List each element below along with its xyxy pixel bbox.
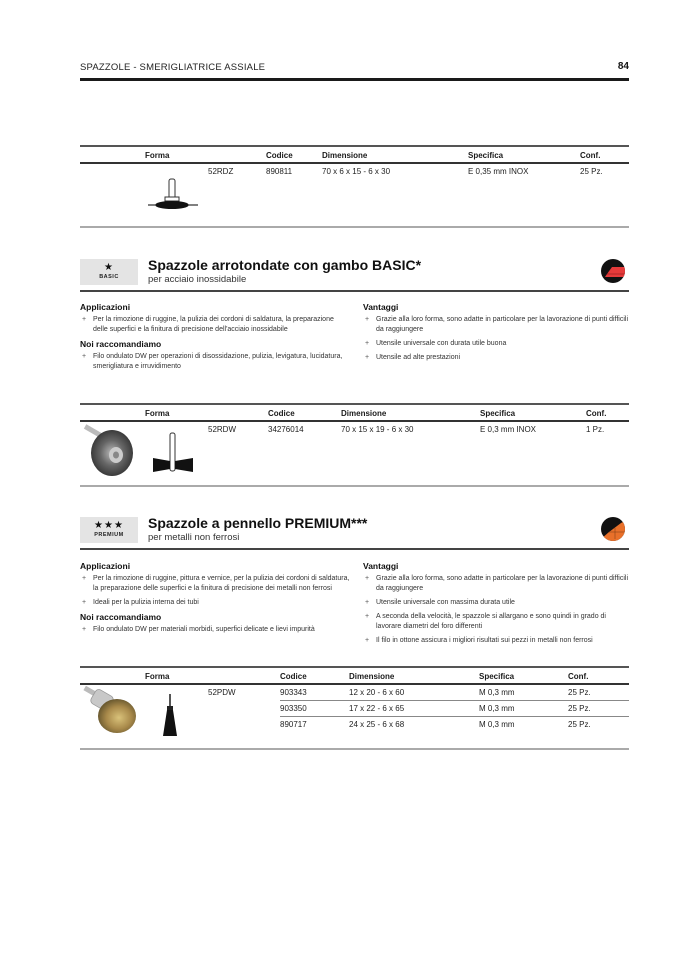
- raccomandiamo-list: [80, 625, 350, 635]
- dimensione: 70 x 15 x 19 - 6 x 30: [341, 425, 414, 434]
- basic-left-column: [80, 302, 350, 376]
- flat-wheel-brush-diagram-icon: [146, 177, 202, 211]
- conf: 25 Pz.: [568, 688, 591, 697]
- list-item: + A seconda della velocità, le spazzole si allargano e sono quindi in grado di lavorare diametri del foro differenti: [363, 612, 633, 632]
- codice: 903350: [280, 704, 307, 713]
- col-header-conf: Conf.: [568, 672, 589, 681]
- applicazioni-label: Applicazioni: [80, 561, 131, 571]
- col-header-dimensione: Dimensione: [341, 409, 387, 418]
- conf: 25 Pz.: [568, 704, 591, 713]
- col-header-dimensione: Dimensione: [322, 151, 368, 160]
- dimensione: 24 x 25 - 6 x 68: [349, 720, 405, 729]
- col-header-forma: Forma: [145, 409, 170, 418]
- list-item: + Utensile universale con massima durata utile: [363, 598, 633, 608]
- table-top-rule: [80, 145, 629, 147]
- star-icon: ★: [104, 262, 114, 273]
- dimensione: 12 x 20 - 6 x 60: [349, 688, 405, 697]
- product-family: 52RDZ: [208, 167, 234, 176]
- vantaggi-label: Vantaggi: [363, 561, 399, 571]
- conf: 25 Pz.: [580, 167, 603, 176]
- col-header-specifica: Specifica: [468, 151, 504, 160]
- table-bottom-rule: [80, 748, 629, 750]
- row-rule: [280, 716, 629, 717]
- list-item: + Per la rimozione di ruggine, la pulizia dei cordoni di saldatura, la preparazione delle superfici e la finitura di precisione dell'acciaio inossidabile: [80, 315, 350, 335]
- col-header-conf: Conf.: [586, 409, 607, 418]
- end-brush-photo-icon: [82, 686, 140, 736]
- codice: 34276014: [268, 425, 304, 434]
- section-title: Spazzole a pennello PREMIUM***: [148, 515, 368, 531]
- table-bottom-rule: [80, 485, 629, 487]
- product-family: 52RDW: [208, 425, 237, 434]
- conf: 1 Pz.: [586, 425, 605, 434]
- col-header-codice: Codice: [268, 409, 295, 418]
- table-bottom-rule: [80, 226, 629, 228]
- section-header-premium: [80, 515, 629, 551]
- col-header-forma: Forma: [145, 672, 170, 681]
- codice: 903343: [280, 688, 307, 697]
- vantaggi-list: [363, 315, 633, 363]
- list-item: + Ideali per la pulizia interna dei tubi: [80, 598, 350, 608]
- dimensione: 70 x 6 x 15 - 6 x 30: [322, 167, 391, 176]
- section-title: Spazzole arrotondate con gambo BASIC*: [148, 257, 422, 273]
- col-header-conf: Conf.: [580, 151, 601, 160]
- codice: 890717: [280, 720, 307, 729]
- badge-label: PREMIUM: [94, 532, 124, 538]
- list-item: + Grazie alla loro forma, sono adatte in particolare per la lavorazione di punti difficili da raggiungere: [363, 574, 633, 594]
- row-rule: [280, 700, 629, 701]
- section-subtitle: per metalli non ferrosi: [148, 532, 240, 543]
- basic-badge: [80, 259, 138, 285]
- list-item: + Grazie alla loro forma, sono adatte in particolare per la lavorazione di punti difficili da raggiungere: [363, 315, 633, 335]
- wheel-brush-photo-icon: [82, 423, 138, 479]
- premium-left-column: [80, 561, 350, 639]
- section-rule: [80, 548, 629, 550]
- section-title: SPAZZOLE - SMERIGLIATRICE ASSIALE: [80, 62, 266, 73]
- specifica: M 0,3 mm: [479, 688, 515, 697]
- specifica: E 0,3 mm INOX: [480, 425, 537, 434]
- col-header-dimensione: Dimensione: [349, 672, 395, 681]
- end-brush-diagram-icon: [162, 692, 178, 738]
- list-item: + Utensile universale con durata utile buona: [363, 339, 633, 349]
- badge-label: BASIC: [99, 274, 119, 280]
- product-table-52rdz: [80, 145, 629, 225]
- list-item: + Il filo in ottone assicura i migliori risultati sui pezzi in metalli non ferrosi: [363, 636, 633, 646]
- star-icon: ★★★: [94, 520, 124, 531]
- wheel-brush-diagram-icon: [152, 431, 194, 477]
- applicazioni-label: Applicazioni: [80, 302, 131, 312]
- raccomandiamo-label: Noi raccomandiamo: [80, 612, 162, 622]
- header-rule: [80, 162, 629, 164]
- applicazioni-list: [80, 315, 350, 335]
- page-header: [80, 60, 629, 82]
- applicazioni-list: [80, 574, 350, 608]
- list-item: + Filo ondulato DW per operazioni di disossidazione, pulizia, levigatura, lucidatura, smerigliatura e irruvidimento: [80, 352, 350, 372]
- section-rule: [80, 290, 629, 292]
- list-item: + Per la rimozione di ruggine, pittura e vernice, per la pulizia dei cordoni di saldatura, la preparazione delle superfici e la finitura di precisione dei metalli non ferrosi: [80, 574, 350, 594]
- section-subtitle: per acciaio inossidabile: [148, 274, 247, 285]
- header-rule: [80, 420, 629, 422]
- specifica: M 0,3 mm: [479, 720, 515, 729]
- col-header-codice: Codice: [280, 672, 307, 681]
- col-header-specifica: Specifica: [479, 672, 515, 681]
- basic-right-column: [363, 302, 633, 367]
- table-top-rule: [80, 403, 629, 405]
- list-item: + Utensile ad alte prestazioni: [363, 353, 633, 363]
- list-item: + Filo ondulato DW per materiali morbidi, superfici delicate e lievi impurità: [80, 625, 350, 635]
- product-table-52rdw: [80, 403, 629, 485]
- section-header-basic: [80, 257, 629, 293]
- table-top-rule: [80, 666, 629, 668]
- header-rule: [80, 78, 629, 81]
- codice: 890811: [266, 167, 293, 176]
- vantaggi-list: [363, 574, 633, 646]
- conf: 25 Pz.: [568, 720, 591, 729]
- specifica: M 0,3 mm: [479, 704, 515, 713]
- premium-badge: [80, 517, 138, 543]
- premium-right-column: [363, 561, 633, 650]
- col-header-forma: Forma: [145, 151, 170, 160]
- non-ferrous-metal-icon: [601, 517, 625, 541]
- page-number: 84: [617, 61, 629, 72]
- col-header-codice: Codice: [266, 151, 293, 160]
- raccomandiamo-list: [80, 352, 350, 372]
- col-header-specifica: Specifica: [480, 409, 516, 418]
- inox-steel-icon: [601, 259, 625, 283]
- raccomandiamo-label: Noi raccomandiamo: [80, 339, 162, 349]
- product-table-52pdw: [80, 666, 629, 750]
- header-rule: [80, 683, 629, 685]
- specifica: E 0,35 mm INOX: [468, 167, 529, 176]
- vantaggi-label: Vantaggi: [363, 302, 399, 312]
- dimensione: 17 x 22 - 6 x 65: [349, 704, 405, 713]
- product-family: 52PDW: [208, 688, 236, 697]
